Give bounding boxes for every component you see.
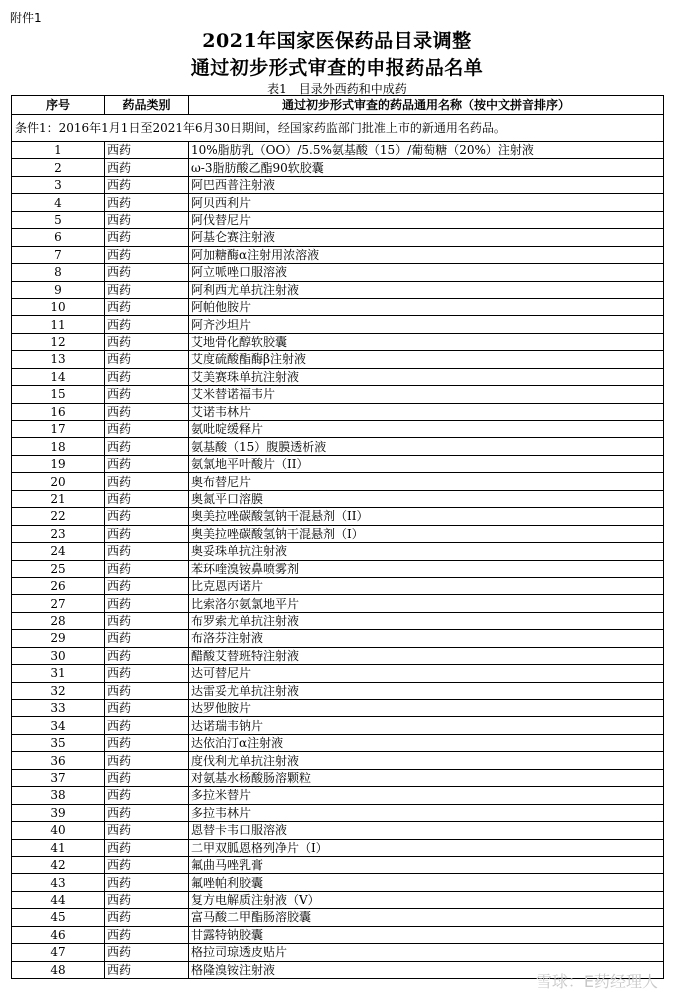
row-drug-category: 西药 bbox=[105, 752, 189, 769]
row-drug-category: 西药 bbox=[105, 142, 189, 159]
row-drug-name: 奥氮平口溶膜 bbox=[189, 490, 664, 507]
row-drug-name: 达依泊汀α注射液 bbox=[189, 734, 664, 751]
row-drug-category: 西药 bbox=[105, 560, 189, 577]
row-drug-name: 格隆溴铵注射液 bbox=[189, 961, 664, 978]
row-drug-category: 西药 bbox=[105, 246, 189, 263]
table-row bbox=[12, 769, 664, 786]
row-serial-number: 31 bbox=[12, 665, 105, 682]
row-serial-number: 10 bbox=[12, 298, 105, 315]
row-drug-name: 多拉米替片 bbox=[189, 787, 664, 804]
row-drug-name: 艾米替诺福韦片 bbox=[189, 386, 664, 403]
row-drug-name: 对氨基水杨酸肠溶颗粒 bbox=[189, 769, 664, 786]
row-drug-name: 奥布替尼片 bbox=[189, 473, 664, 490]
row-drug-category: 西药 bbox=[105, 543, 189, 560]
row-serial-number: 34 bbox=[12, 717, 105, 734]
table-row bbox=[12, 525, 664, 542]
row-drug-category: 西药 bbox=[105, 734, 189, 751]
header-drug-name: 通过初步形式审查的药品通用名称（按中文拼音排序） bbox=[189, 96, 664, 115]
row-drug-name: 复方电解质注射液（V） bbox=[189, 891, 664, 908]
row-drug-category: 西药 bbox=[105, 333, 189, 350]
row-drug-category: 西药 bbox=[105, 229, 189, 246]
table-row bbox=[12, 822, 664, 839]
row-drug-name: 格拉司琼透皮贴片 bbox=[189, 944, 664, 961]
page-subtitle: 通过初步形式审查的申报药品名单 bbox=[190, 57, 484, 79]
table-row bbox=[12, 508, 664, 525]
row-drug-name: 阿伐替尼片 bbox=[189, 211, 664, 228]
row-serial-number: 43 bbox=[12, 874, 105, 891]
row-serial-number: 21 bbox=[12, 490, 105, 507]
row-serial-number: 2 bbox=[12, 159, 105, 176]
table-row bbox=[12, 752, 664, 769]
row-serial-number: 46 bbox=[12, 926, 105, 943]
row-drug-name: 阿巴西普注射液 bbox=[189, 176, 664, 193]
watermark: 雪球：E药经理人 bbox=[535, 972, 658, 991]
row-serial-number: 29 bbox=[12, 630, 105, 647]
row-serial-number: 48 bbox=[12, 961, 105, 978]
table-row bbox=[12, 264, 664, 281]
row-drug-name: 阿贝西利片 bbox=[189, 194, 664, 211]
row-drug-category: 西药 bbox=[105, 281, 189, 298]
row-drug-name: 恩替卡韦口服溶液 bbox=[189, 822, 664, 839]
row-drug-category: 西药 bbox=[105, 926, 189, 943]
table-row bbox=[12, 560, 664, 577]
row-drug-name: 阿齐沙坦片 bbox=[189, 316, 664, 333]
row-serial-number: 44 bbox=[12, 891, 105, 908]
row-drug-name: 艾度硫酸酯酶β注射液 bbox=[189, 351, 664, 368]
attachment-label: 附件1 bbox=[10, 11, 42, 25]
table-row bbox=[12, 351, 664, 368]
table-row bbox=[12, 577, 664, 594]
row-serial-number: 17 bbox=[12, 421, 105, 438]
row-serial-number: 18 bbox=[12, 438, 105, 455]
row-serial-number: 3 bbox=[12, 176, 105, 193]
table-header-row bbox=[12, 96, 664, 115]
row-serial-number: 11 bbox=[12, 316, 105, 333]
row-serial-number: 19 bbox=[12, 455, 105, 472]
table-row bbox=[12, 473, 664, 490]
row-drug-name: 阿加糖酶α注射用浓溶液 bbox=[189, 246, 664, 263]
row-serial-number: 12 bbox=[12, 333, 105, 350]
row-drug-category: 西药 bbox=[105, 176, 189, 193]
row-serial-number: 5 bbox=[12, 211, 105, 228]
table-row bbox=[12, 787, 664, 804]
row-serial-number: 27 bbox=[12, 595, 105, 612]
row-drug-category: 西药 bbox=[105, 665, 189, 682]
table-row bbox=[12, 717, 664, 734]
row-serial-number: 45 bbox=[12, 909, 105, 926]
row-drug-name: 达罗他胺片 bbox=[189, 700, 664, 717]
table-row bbox=[12, 211, 664, 228]
row-drug-category: 西药 bbox=[105, 839, 189, 856]
row-serial-number: 4 bbox=[12, 194, 105, 211]
table-row bbox=[12, 229, 664, 246]
table-row bbox=[12, 246, 664, 263]
table-row bbox=[12, 926, 664, 943]
row-serial-number: 40 bbox=[12, 822, 105, 839]
row-drug-name: 阿帕他胺片 bbox=[189, 298, 664, 315]
row-drug-category: 西药 bbox=[105, 804, 189, 821]
row-serial-number: 24 bbox=[12, 543, 105, 560]
table-row bbox=[12, 595, 664, 612]
condition-row bbox=[12, 115, 664, 142]
table-row bbox=[12, 194, 664, 211]
row-drug-name: ω-3脂肪酸乙酯90软胶囊 bbox=[189, 159, 664, 176]
table-row bbox=[12, 804, 664, 821]
table-row bbox=[12, 490, 664, 507]
table-row bbox=[12, 159, 664, 176]
row-serial-number: 8 bbox=[12, 264, 105, 281]
table-row bbox=[12, 421, 664, 438]
row-serial-number: 13 bbox=[12, 351, 105, 368]
row-drug-category: 西药 bbox=[105, 525, 189, 542]
row-drug-name: 二甲双胍恩格列净片（I） bbox=[189, 839, 664, 856]
row-drug-category: 西药 bbox=[105, 647, 189, 664]
table-caption: 表1 目录外西药和中成药 bbox=[267, 82, 407, 96]
table-row bbox=[12, 647, 664, 664]
row-drug-category: 西药 bbox=[105, 630, 189, 647]
table-row bbox=[12, 142, 664, 159]
row-serial-number: 42 bbox=[12, 856, 105, 873]
table-row bbox=[12, 612, 664, 629]
row-drug-name: 艾美赛珠单抗注射液 bbox=[189, 368, 664, 385]
row-drug-category: 西药 bbox=[105, 455, 189, 472]
row-drug-category: 西药 bbox=[105, 787, 189, 804]
row-serial-number: 1 bbox=[12, 142, 105, 159]
row-serial-number: 9 bbox=[12, 281, 105, 298]
table-row bbox=[12, 386, 664, 403]
row-drug-name: 阿立哌唑口服溶液 bbox=[189, 264, 664, 281]
row-drug-category: 西药 bbox=[105, 961, 189, 978]
table-row bbox=[12, 368, 664, 385]
row-drug-category: 西药 bbox=[105, 351, 189, 368]
table-row bbox=[12, 333, 664, 350]
row-serial-number: 41 bbox=[12, 839, 105, 856]
row-drug-category: 西药 bbox=[105, 264, 189, 281]
table-row bbox=[12, 316, 664, 333]
row-serial-number: 15 bbox=[12, 386, 105, 403]
row-drug-category: 西药 bbox=[105, 717, 189, 734]
table-row bbox=[12, 909, 664, 926]
row-serial-number: 22 bbox=[12, 508, 105, 525]
table-row bbox=[12, 176, 664, 193]
row-serial-number: 14 bbox=[12, 368, 105, 385]
row-drug-category: 西药 bbox=[105, 700, 189, 717]
row-drug-name: 氨吡啶缓释片 bbox=[189, 421, 664, 438]
table-row bbox=[12, 839, 664, 856]
row-drug-name: 多拉韦林片 bbox=[189, 804, 664, 821]
row-drug-name: 达雷妥尤单抗注射液 bbox=[189, 682, 664, 699]
row-serial-number: 16 bbox=[12, 403, 105, 420]
row-serial-number: 30 bbox=[12, 647, 105, 664]
row-drug-category: 西药 bbox=[105, 508, 189, 525]
row-drug-name: 阿基仑赛注射液 bbox=[189, 229, 664, 246]
row-drug-category: 西药 bbox=[105, 403, 189, 420]
row-drug-name: 艾诺韦林片 bbox=[189, 403, 664, 420]
row-drug-name: 富马酸二甲酯肠溶胶囊 bbox=[189, 909, 664, 926]
row-serial-number: 20 bbox=[12, 473, 105, 490]
row-serial-number: 25 bbox=[12, 560, 105, 577]
header-drug-category: 药品类别 bbox=[105, 96, 189, 115]
row-drug-category: 西药 bbox=[105, 421, 189, 438]
row-serial-number: 23 bbox=[12, 525, 105, 542]
row-drug-name: 比克恩丙诺片 bbox=[189, 577, 664, 594]
row-drug-name: 氟曲马唑乳膏 bbox=[189, 856, 664, 873]
row-drug-category: 西药 bbox=[105, 211, 189, 228]
table-row bbox=[12, 944, 664, 961]
table-row bbox=[12, 734, 664, 751]
row-drug-category: 西药 bbox=[105, 386, 189, 403]
table-row bbox=[12, 891, 664, 908]
row-drug-category: 西药 bbox=[105, 194, 189, 211]
row-drug-name: 苯环喹溴铵鼻喷雾剂 bbox=[189, 560, 664, 577]
table-row bbox=[12, 455, 664, 472]
row-drug-name: 达可替尼片 bbox=[189, 665, 664, 682]
row-drug-category: 西药 bbox=[105, 822, 189, 839]
table-row bbox=[12, 630, 664, 647]
row-serial-number: 26 bbox=[12, 577, 105, 594]
row-drug-category: 西药 bbox=[105, 874, 189, 891]
row-serial-number: 39 bbox=[12, 804, 105, 821]
row-drug-category: 西药 bbox=[105, 490, 189, 507]
table-row bbox=[12, 856, 664, 873]
table-row bbox=[12, 700, 664, 717]
row-drug-name: 10%脂肪乳（OO）/5.5%氨基酸（15）/葡萄糖（20%）注射液 bbox=[189, 142, 664, 159]
row-drug-name: 布罗索尤单抗注射液 bbox=[189, 612, 664, 629]
header-serial-number: 序号 bbox=[12, 96, 105, 115]
row-drug-name: 氨氯地平叶酸片（II） bbox=[189, 455, 664, 472]
row-drug-category: 西药 bbox=[105, 856, 189, 873]
row-serial-number: 7 bbox=[12, 246, 105, 263]
row-serial-number: 33 bbox=[12, 700, 105, 717]
row-drug-name: 甘露特钠胶囊 bbox=[189, 926, 664, 943]
row-drug-category: 西药 bbox=[105, 891, 189, 908]
row-serial-number: 6 bbox=[12, 229, 105, 246]
row-drug-category: 西药 bbox=[105, 682, 189, 699]
row-drug-category: 西药 bbox=[105, 909, 189, 926]
row-serial-number: 47 bbox=[12, 944, 105, 961]
row-drug-name: 奥妥珠单抗注射液 bbox=[189, 543, 664, 560]
row-serial-number: 38 bbox=[12, 787, 105, 804]
row-drug-name: 度伐利尤单抗注射液 bbox=[189, 752, 664, 769]
row-serial-number: 28 bbox=[12, 612, 105, 629]
row-serial-number: 35 bbox=[12, 734, 105, 751]
page-title: 2021年国家医保药品目录调整 bbox=[202, 30, 472, 52]
table-row bbox=[12, 543, 664, 560]
row-drug-name: 奥美拉唑碳酸氢钠干混悬剂（II） bbox=[189, 508, 664, 525]
row-drug-category: 西药 bbox=[105, 159, 189, 176]
drug-list-table bbox=[11, 95, 664, 979]
table-row bbox=[12, 298, 664, 315]
table-row bbox=[12, 665, 664, 682]
table-row bbox=[12, 874, 664, 891]
row-drug-category: 西药 bbox=[105, 316, 189, 333]
table-row bbox=[12, 281, 664, 298]
row-drug-name: 艾地骨化醇软胶囊 bbox=[189, 333, 664, 350]
row-drug-category: 西药 bbox=[105, 612, 189, 629]
row-drug-name: 氟唑帕利胶囊 bbox=[189, 874, 664, 891]
row-drug-name: 阿利西尤单抗注射液 bbox=[189, 281, 664, 298]
row-drug-category: 西药 bbox=[105, 368, 189, 385]
row-drug-category: 西药 bbox=[105, 595, 189, 612]
row-drug-name: 醋酸艾替班特注射液 bbox=[189, 647, 664, 664]
table-row bbox=[12, 403, 664, 420]
row-serial-number: 32 bbox=[12, 682, 105, 699]
row-drug-name: 达诺瑞韦钠片 bbox=[189, 717, 664, 734]
row-drug-name: 布洛芬注射液 bbox=[189, 630, 664, 647]
table-row bbox=[12, 682, 664, 699]
row-drug-name: 奥美拉唑碳酸氢钠干混悬剂（I） bbox=[189, 525, 664, 542]
row-drug-category: 西药 bbox=[105, 577, 189, 594]
row-drug-category: 西药 bbox=[105, 298, 189, 315]
row-drug-category: 西药 bbox=[105, 438, 189, 455]
row-drug-category: 西药 bbox=[105, 944, 189, 961]
row-drug-category: 西药 bbox=[105, 769, 189, 786]
row-drug-name: 氨基酸（15）腹膜透析液 bbox=[189, 438, 664, 455]
row-serial-number: 36 bbox=[12, 752, 105, 769]
row-drug-category: 西药 bbox=[105, 473, 189, 490]
row-drug-name: 比索洛尔氨氯地平片 bbox=[189, 595, 664, 612]
table-row bbox=[12, 438, 664, 455]
row-serial-number: 37 bbox=[12, 769, 105, 786]
condition-text: 条件1：2016年1月1日至2021年6月30日期间，经国家药监部门批准上市的新通用名药品。 bbox=[12, 115, 664, 142]
